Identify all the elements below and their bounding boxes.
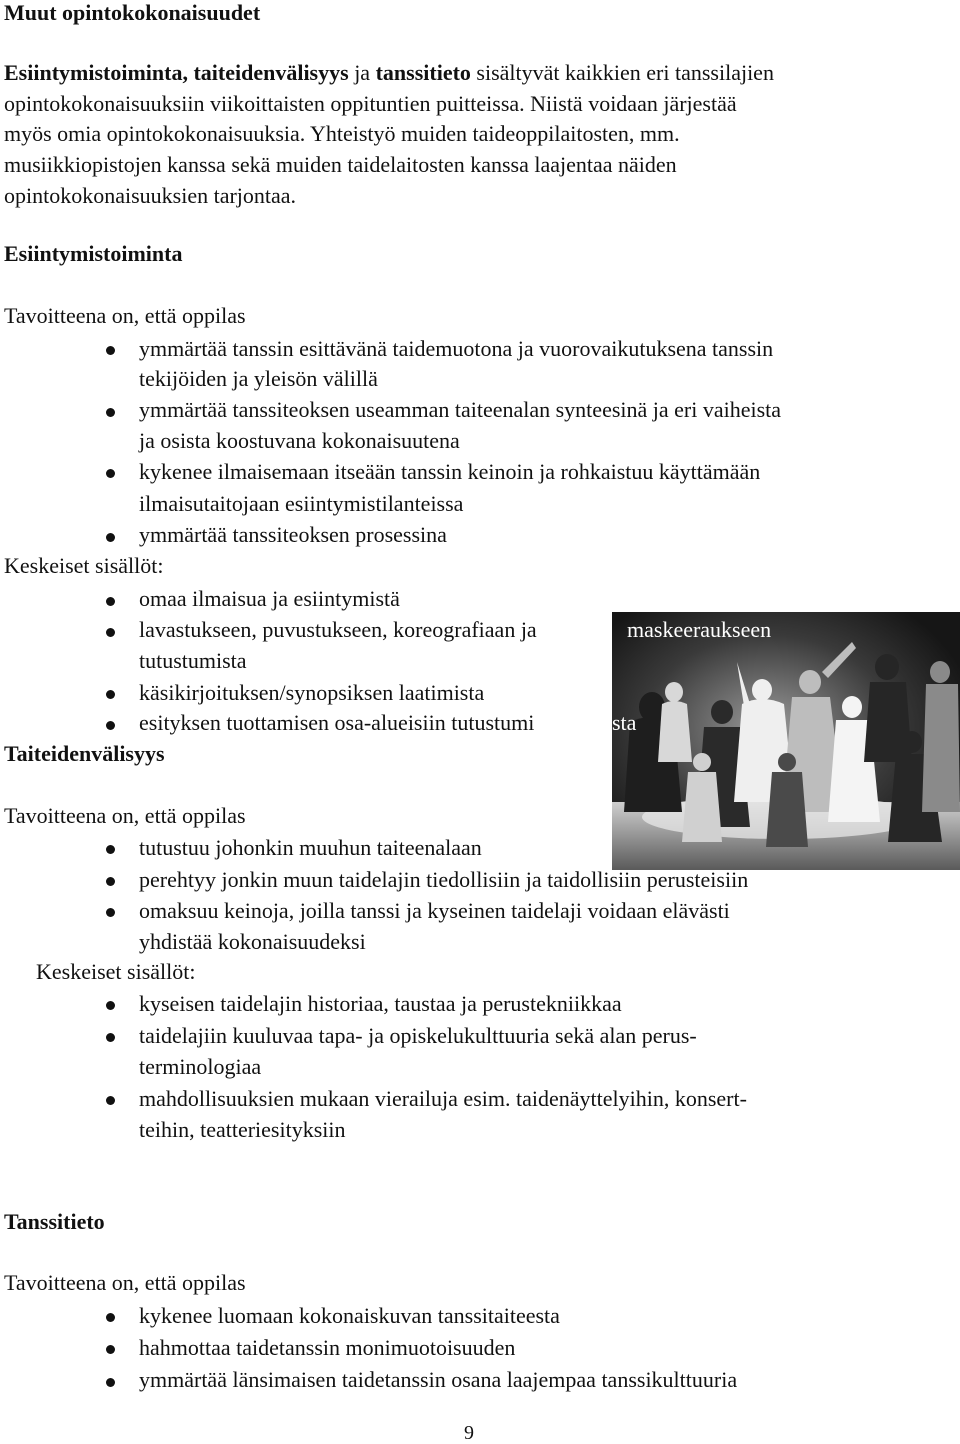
list-item: omaksuu keinoja, joilla tanssi ja kyseinen taidelaji voidaan elävästi	[139, 898, 730, 923]
list-item: omaa ilmaisua ja esiintymistä	[139, 586, 400, 611]
list-item: tutustuu johonkin muuhun taiteenalaan	[139, 835, 482, 860]
goal-intro: Tavoitteena on, että oppilas	[4, 303, 246, 328]
bullet	[106, 1313, 115, 1322]
bullet	[106, 533, 115, 542]
list-item-continuation: teihin, teatteriesityksiin	[139, 1117, 346, 1142]
intro-line-4: musiikkiopistojen kanssa sekä muiden taidelaitosten kanssa laajentaa näiden	[4, 152, 677, 177]
bullet	[106, 1345, 115, 1354]
list-item-continuation: ja osista koostuvana kokonaisuutena	[139, 428, 460, 453]
intro-text-2: sisältyvät kaikkien eri tanssilajien	[470, 60, 774, 85]
content-intro: Keskeiset sisällöt:	[36, 959, 196, 984]
list-item: esityksen tuottamisen osa-alueisiin tutustumi	[139, 710, 535, 735]
bullet	[106, 690, 115, 699]
list-item: kykenee luomaan kokonaiskuvan tanssitaiteesta	[139, 1303, 560, 1328]
list-item-continuation: yhdistää kokonaisuudeksi	[139, 929, 366, 954]
list-item: ymmärtää tanssiteoksen useamman taiteenalan synteesinä ja eri vaiheista	[139, 397, 782, 422]
stage-performance-photo	[612, 612, 960, 870]
bullet	[106, 845, 115, 854]
list-item: kykenee ilmaisemaan itseään tanssin keinoin ja rohkaistuu käyttämään	[139, 459, 761, 484]
bullet	[106, 628, 115, 637]
list-item-continuation: tekijöiden ja yleisön välillä	[139, 366, 378, 391]
bullet	[106, 1096, 115, 1105]
list-item: perehtyy jonkin muun taidelajin tiedollisiin ja taidollisiin perusteisiin	[139, 867, 749, 892]
list-item: mahdollisuuksien mukaan vierailuja esim. taidenäyttelyihin, konsert-	[139, 1086, 747, 1111]
bullet	[106, 469, 115, 478]
bullet	[106, 346, 115, 355]
page-number: 9	[464, 1422, 474, 1444]
list-item-overlay-text: maskeeraukseen	[627, 617, 772, 642]
intro-text-1: ja	[348, 60, 376, 85]
intro-line-5: opintokokonaisuuksien tarjontaa.	[4, 183, 297, 208]
list-item: hahmottaa taidetanssin monimuotoisuuden	[139, 1335, 516, 1360]
intro-line-3: myös omia opintokokonaisuuksia. Yhteistyö muiden taideoppilaitosten, mm.	[4, 121, 680, 146]
bullet	[106, 408, 115, 417]
list-item: taidelajiin kuuluvaa tapa- ja opiskelukulttuuria sekä alan perus-	[139, 1023, 697, 1048]
bullet	[106, 721, 115, 730]
list-item: lavastukseen, puvustukseen, koreografiaan ja	[139, 617, 537, 642]
bullet	[106, 1001, 115, 1010]
goal-intro: Tavoitteena on, että oppilas	[4, 803, 246, 828]
page-title: Muut opintokokonaisuudet	[4, 0, 261, 25]
intro-line-1	[4, 60, 774, 86]
bullet	[106, 597, 115, 606]
list-item: käsikirjoituksen/synopsiksen laatimista	[139, 680, 485, 705]
section-heading-taiteidenvalisyys: Taiteidenvälisyys	[4, 741, 165, 766]
list-item-continuation: terminologiaa	[139, 1054, 262, 1079]
goal-intro: Tavoitteena on, että oppilas	[4, 1270, 246, 1295]
list-item: kyseisen taidelajin historiaa, taustaa ja perustekniikkaa	[139, 991, 622, 1016]
bullet	[106, 1033, 115, 1042]
list-item: ymmärtää tanssin esittävänä taidemuotona ja vuorovaikutuksena tanssin	[139, 336, 774, 361]
list-item-overlay-text: sta	[612, 710, 637, 735]
intro-bold-1: Esiintymistoiminta, taiteidenvälisyys	[4, 60, 349, 85]
list-item: ymmärtää tanssiteoksen prosessina	[139, 522, 447, 547]
list-item-continuation: tutustumista	[139, 648, 247, 673]
bullet	[106, 877, 115, 886]
section-heading-esiintymistoiminta: Esiintymistoiminta	[4, 241, 183, 266]
intro-bold-2: tanssitieto	[375, 60, 471, 85]
photo-graphic	[612, 612, 960, 870]
bullet	[106, 1378, 115, 1387]
section-heading-tanssitieto: Tanssitieto	[4, 1209, 105, 1234]
intro-line-2: opintokokonaisuuksiin viikoittaisten oppituntien puitteissa. Niistä voidaan järjestää	[4, 91, 737, 116]
list-item: ymmärtää länsimaisen taidetanssin osana laajempaa tanssikulttuuria	[139, 1367, 738, 1392]
list-item-continuation: ilmaisutaitojaan esiintymistilanteissa	[139, 491, 464, 516]
bullet	[106, 908, 115, 917]
content-intro: Keskeiset sisällöt:	[4, 553, 164, 578]
